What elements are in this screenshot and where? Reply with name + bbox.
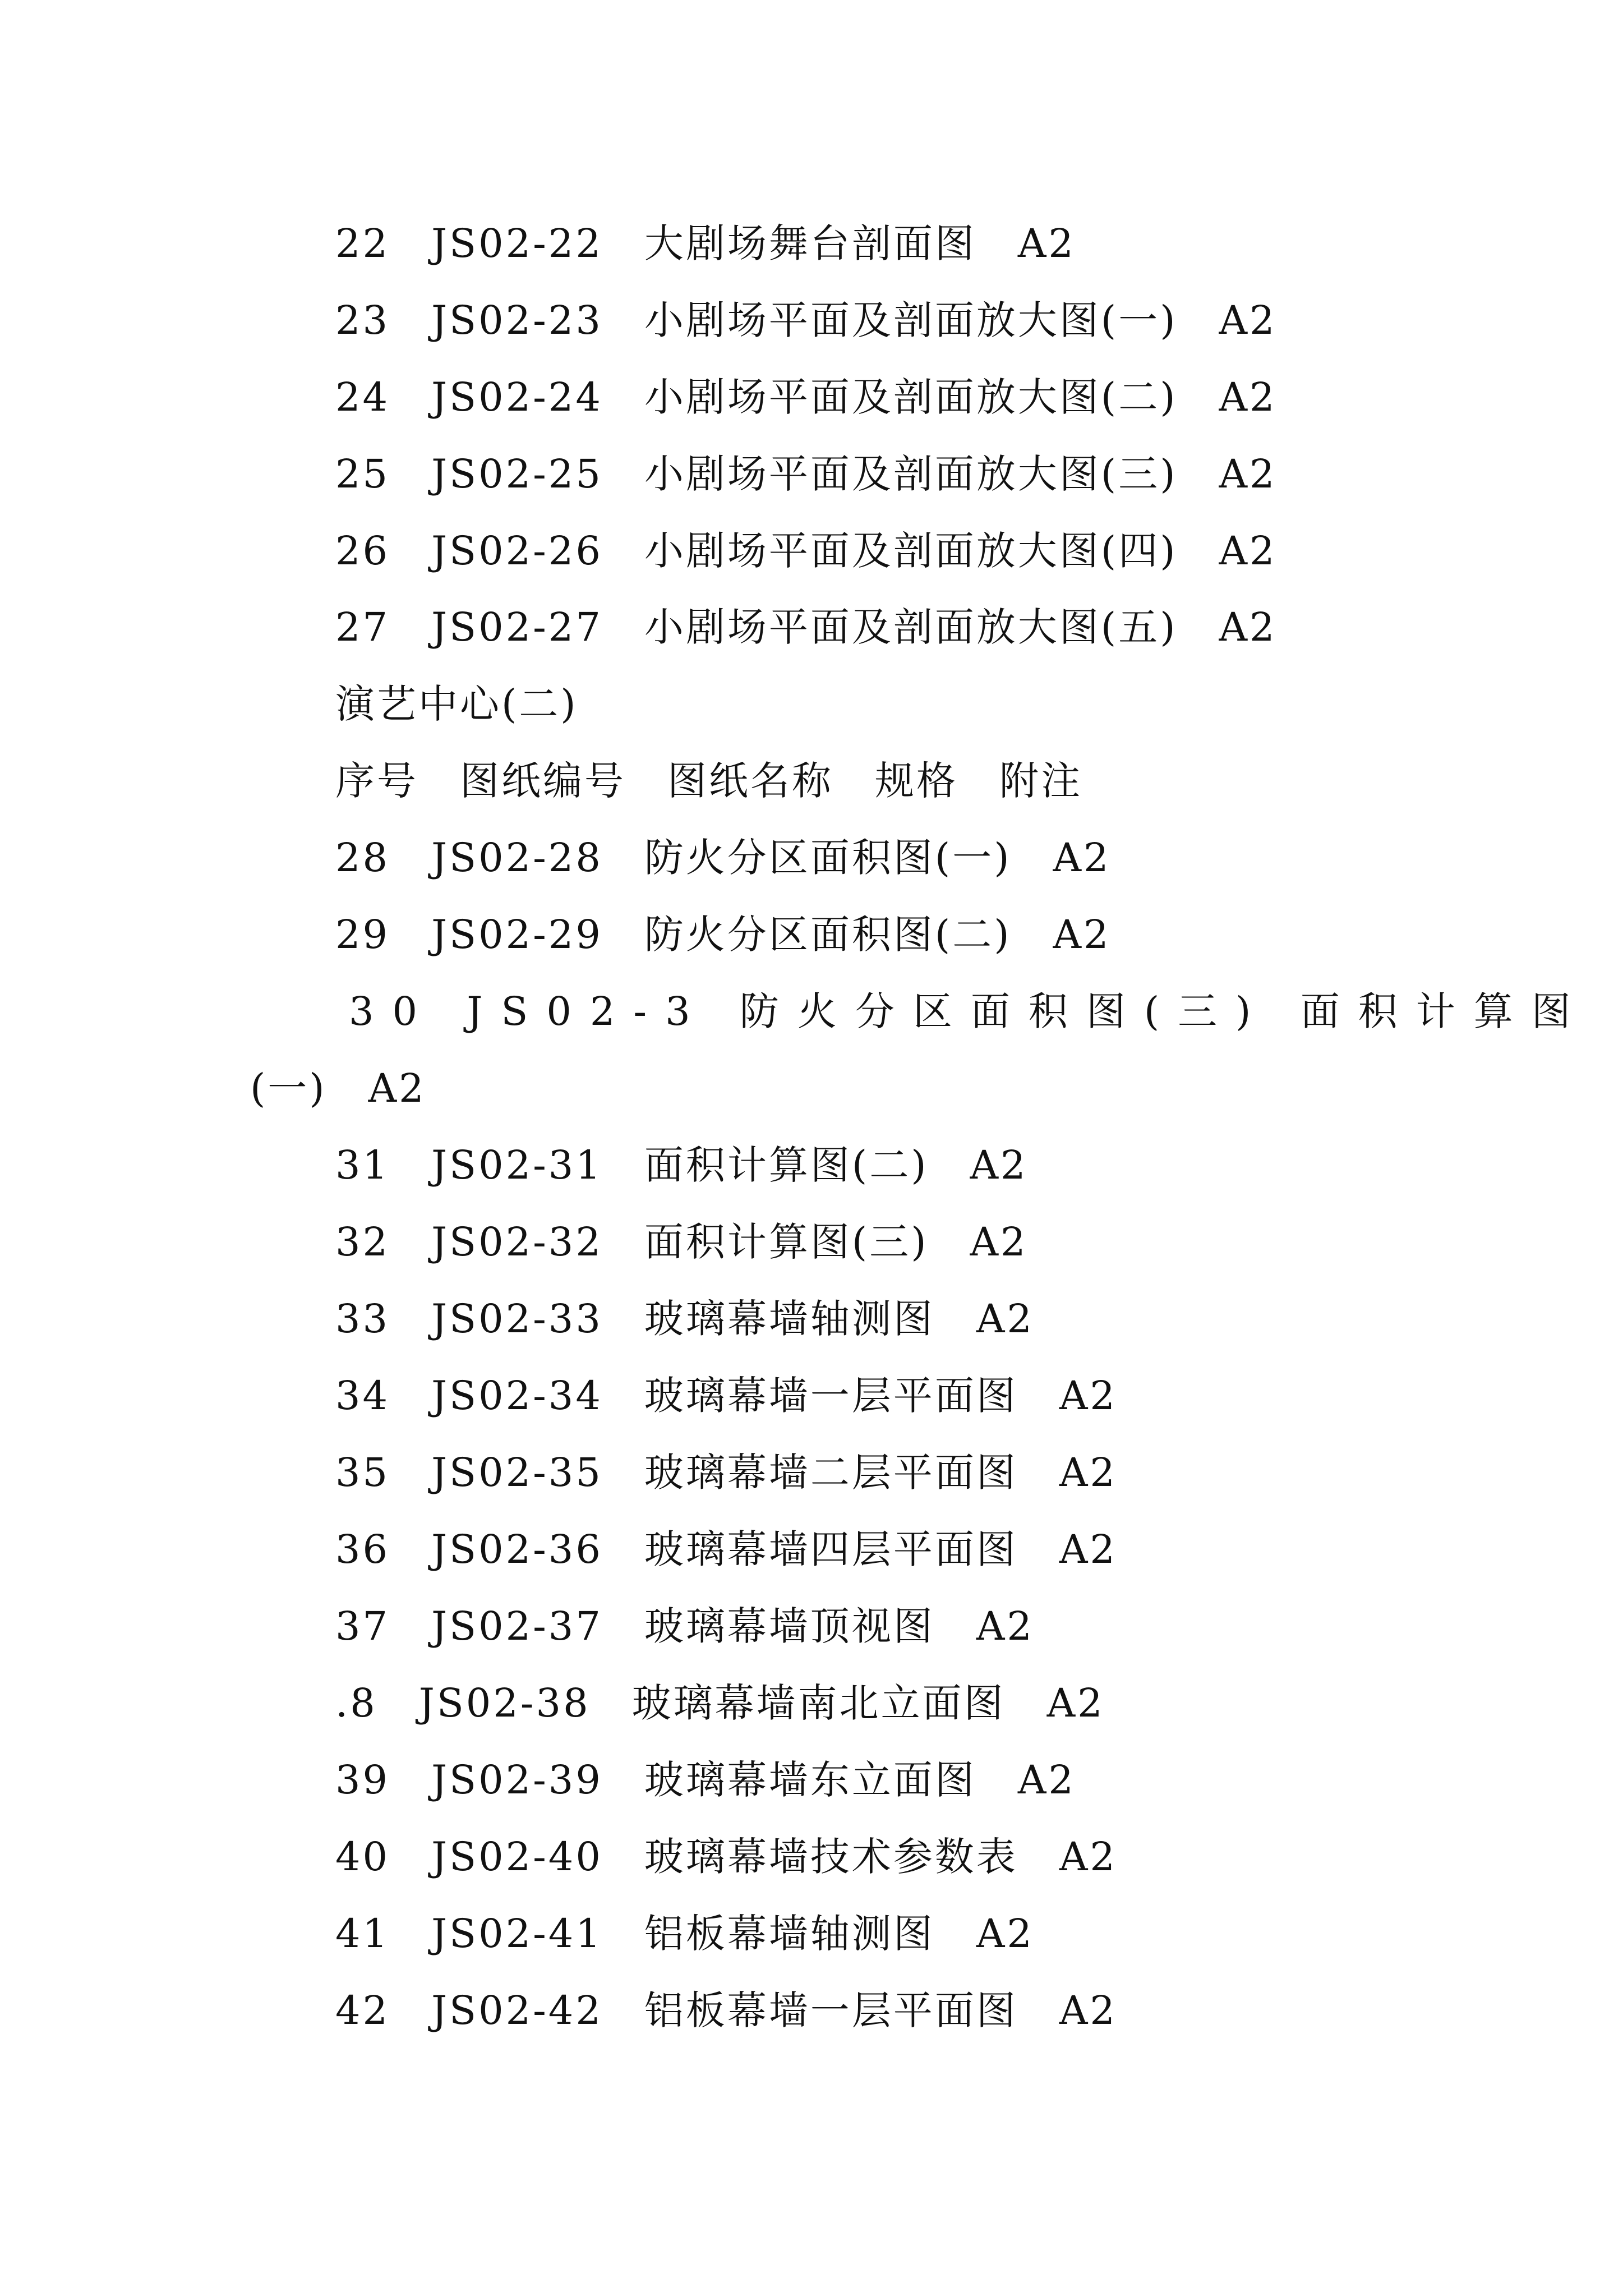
drawing-list-item: 35 JS02-35 玻璃幕墙二层平面图 A2 <box>335 1450 1117 1496</box>
drawing-list-item: 28 JS02-28 防火分区面积图(一) A2 <box>335 835 1111 881</box>
drawing-list-item: 27 JS02-27 小剧场平面及剖面放大图(五) A2 <box>335 604 1277 650</box>
drawing-list-item: 26 JS02-26 小剧场平面及剖面放大图(四) A2 <box>335 528 1277 574</box>
drawing-list-item: 23 JS02-23 小剧场平面及剖面放大图(一) A2 <box>335 297 1277 343</box>
drawing-list-item: 36 JS02-36 玻璃幕墙四层平面图 A2 <box>335 1526 1117 1572</box>
drawing-list-item: 40 JS02-40 玻璃幕墙技术参数表 A2 <box>335 1834 1117 1880</box>
drawing-list-item: 25 JS02-25 小剧场平面及剖面放大图(三) A2 <box>335 451 1277 497</box>
drawing-list-item: 33 JS02-33 玻璃幕墙轴测图 A2 <box>335 1296 1034 1342</box>
drawing-list-item: 24 JS02-24 小剧场平面及剖面放大图(二) A2 <box>335 374 1277 420</box>
drawing-list-item: 41 JS02-41 铝板幕墙轴测图 A2 <box>335 1911 1034 1957</box>
drawing-list-item: 37 JS02-37 玻璃幕墙顶视图 A2 <box>335 1603 1034 1649</box>
drawing-list-item: 32 JS02-32 面积计算图(三) A2 <box>335 1219 1028 1265</box>
drawing-list-item: 39 JS02-39 玻璃幕墙东立面图 A2 <box>335 1757 1076 1803</box>
drawing-list-item: .8 JS02-38 玻璃幕墙南北立面图 A2 <box>335 1680 1105 1726</box>
drawing-list-item: 31 JS02-31 面积计算图(二) A2 <box>335 1142 1028 1188</box>
drawing-list-item: 42 JS02-42 铝板幕墙一层平面图 A2 <box>335 1987 1117 2033</box>
drawing-list-item: 34 JS02-34 玻璃幕墙一层平面图 A2 <box>335 1373 1117 1419</box>
drawing-list-item: 22 JS02-22 大剧场舞台剖面图 A2 <box>335 220 1076 266</box>
section-heading: 演艺中心(二) <box>335 681 578 727</box>
drawing-list-item: 29 JS02-29 防火分区面积图(二) A2 <box>335 912 1111 958</box>
table-header-row: 序号 图纸编号 图纸名称 规格 附注 <box>335 758 1082 804</box>
drawing-list-item-continuation: (一) A2 <box>250 1065 426 1111</box>
drawing-list-item: 30 JS02-3 防火分区面积图(三) 面积计算图 <box>349 988 1589 1034</box>
